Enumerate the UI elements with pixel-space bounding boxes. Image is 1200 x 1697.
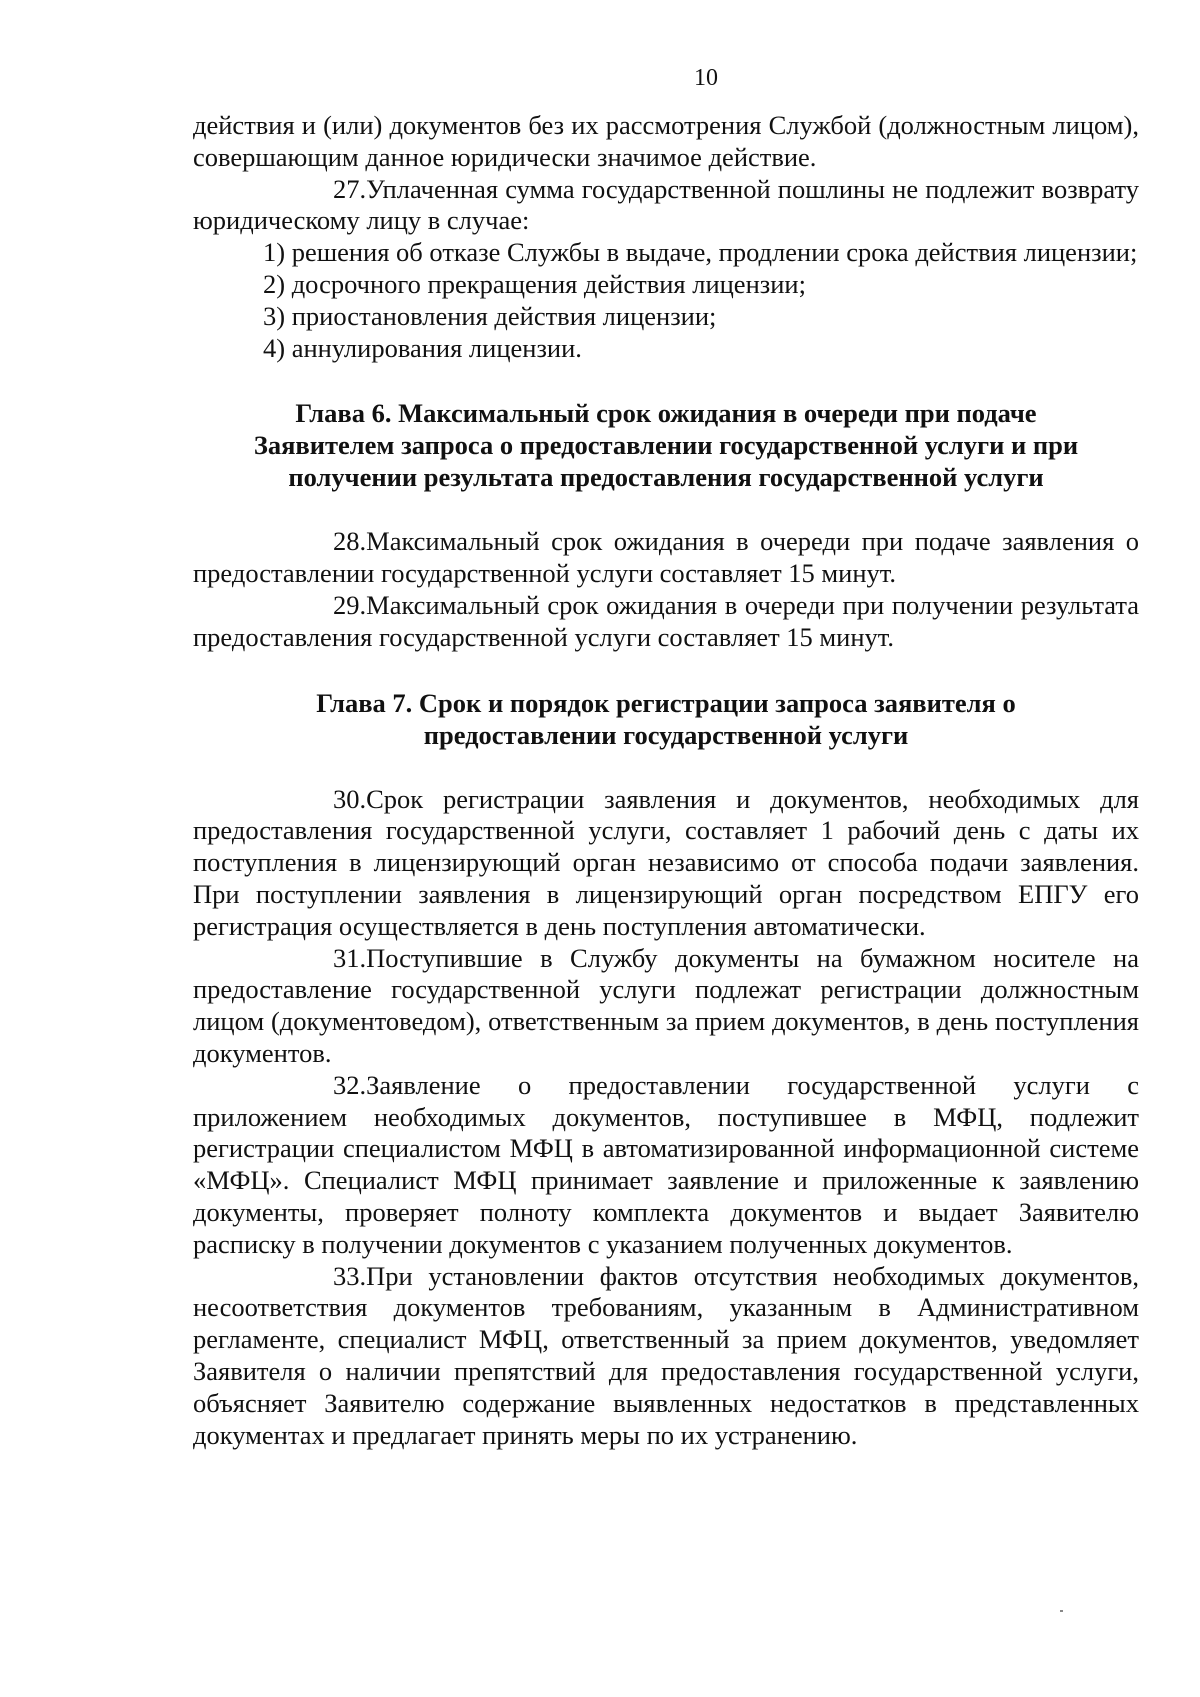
chapter-7-heading <box>193 687 1139 751</box>
paragraph-33 <box>193 1261 1139 1452</box>
heading-line: предоставлении государственной услуги <box>423 719 909 750</box>
paragraph-31 <box>193 943 1139 1070</box>
scan-speck <box>1060 1610 1063 1612</box>
paragraph-27 <box>193 174 1139 238</box>
heading-line: Глава 7. Срок и порядок регистрации запроса заявителя о <box>316 687 1016 718</box>
paragraph-text: Заявление о предоставлении государственной услуги с приложением необходимых документов, поступившее в МФЦ, подлежит регистрации специалистом МФЦ в автоматизированной информационной системе «МФЦ». Специалист МФЦ принимает заявление и приложенные к заявлению документы, проверяет полноту комплекта документов и выдает Заявителю расписку в получении документов с указанием полученных документов. <box>193 1069 1139 1259</box>
paragraph-number: 31. <box>333 942 367 973</box>
paragraph-30 <box>193 784 1139 943</box>
paragraph-text: Максимальный срок ожидания в очереди при получении результата предоставления государственной услуги составляет 15 минут. <box>193 589 1139 652</box>
paragraph-text: Уплаченная сумма государственной пошлины не подлежит возврату юридическому лицу в случае: <box>193 173 1139 236</box>
paragraph-number: 29. <box>333 589 367 620</box>
paragraph-number: 30. <box>333 783 367 814</box>
paragraph-text: Поступившие в Службу документы на бумажном носителе на предоставление государственной услуги подлежат регистрации должностным лицом (документоведом), ответственным за прием документов, в день поступления документов. <box>193 942 1139 1068</box>
heading-line: Глава 6. Максимальный срок ожидания в очереди при подаче <box>295 398 1037 429</box>
heading-line: получении результата предоставления государственной услуги <box>288 462 1044 493</box>
paragraph-number: 33. <box>333 1260 367 1291</box>
chapter-6-heading <box>193 397 1139 493</box>
list-item-2: 2) досрочного прекращения действия лицензии; <box>263 268 806 299</box>
paragraph-text: При установлении фактов отсутствия необходимых документов, несоответствия документов требованиям, указанным в Административном регламенте, специалист МФЦ, ответственный за прием документов, уведомляет Заявителя о наличии препятствий для предоставления государственной услуги, объясняет Заявителю содержание выявленных недостатков в представленных документах и предлагает принять меры по их устранению. <box>193 1260 1139 1450</box>
page-number: 10 <box>694 65 718 91</box>
paragraph-number: 32. <box>333 1069 367 1100</box>
paragraph-29 <box>193 590 1139 654</box>
heading-line: Заявителем запроса о предоставлении государственной услуги и при <box>253 430 1079 461</box>
list-item-1: 1) решения об отказе Службы в выдаче, продлении срока действия лицензии; <box>263 237 1138 268</box>
paragraph-28 <box>193 526 1139 590</box>
document-body <box>193 110 1139 1451</box>
paragraph-32 <box>193 1070 1139 1261</box>
paragraph-number: 28. <box>333 526 367 557</box>
list-item-3: 3) приостановления действия лицензии; <box>263 300 717 331</box>
paragraph-text: Максимальный срок ожидания в очереди при подаче заявления о предоставлении государственной услуги составляет 15 минут. <box>193 526 1139 589</box>
paragraph-text: Срок регистрации заявления и документов, необходимых для предоставления государственной услуги, составляет 1 рабочий день с даты их поступления в лицензирующий орган независимо от способа подачи заявления. При поступлении заявления в лицензирующий орган посредством ЕПГУ его регистрация осуществляется в день поступления автоматически. <box>193 783 1139 941</box>
paragraph-continuation: действия и (или) документов без их рассмотрения Службой (должностным лицом), совершающим данное юридически значимое действие. <box>193 110 1139 172</box>
list-item-4: 4) аннулирования лицензии. <box>263 332 582 363</box>
paragraph-number: 27. <box>333 173 367 204</box>
